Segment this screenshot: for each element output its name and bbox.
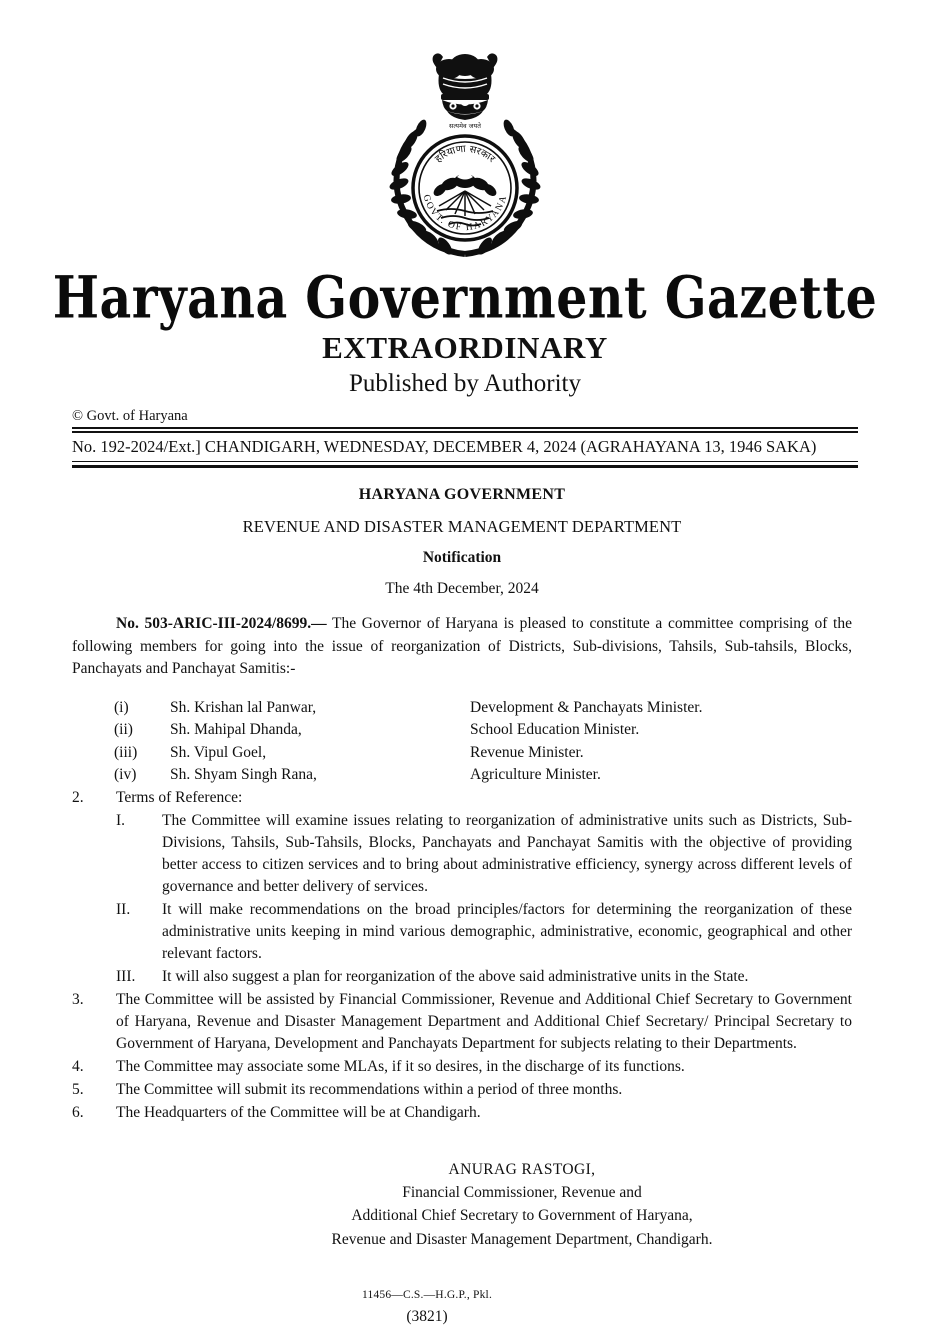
gazette-title: Haryana Government Gazette xyxy=(52,263,878,332)
member-number: (ii) xyxy=(114,721,133,739)
member-name: Sh. Shyam Singh Rana, xyxy=(170,766,317,783)
member-name: Sh. Krishan lal Panwar, xyxy=(170,698,317,716)
member-name: Sh. Vipul Goel, xyxy=(170,743,267,761)
clause-number: 2. xyxy=(72,788,84,806)
gazette-band xyxy=(72,407,858,468)
clause-number: 5. xyxy=(72,1080,84,1098)
table-row xyxy=(72,741,852,763)
member-role: Agriculture Minister. xyxy=(470,766,601,783)
signature-block xyxy=(72,1158,852,1251)
government-heading: HARYANA GOVERNMENT xyxy=(358,486,566,504)
table-row xyxy=(72,696,852,718)
notification-label: Notification xyxy=(422,549,502,567)
clause-4 xyxy=(72,1056,852,1078)
lead-text: The Governor of Haryana is pleased to constitute a committee comprising of the following members for going into the issue of reorganization of Districts, Sub-divisions, Tahsils, Sub-tahsils, Blocks, Panchayats and Panchayat Samitis:- xyxy=(72,615,852,678)
clause-number: 6. xyxy=(72,1103,84,1121)
clause-number: 4. xyxy=(72,1057,84,1075)
table-row xyxy=(72,719,852,741)
department-heading: REVENUE AND DISASTER MANAGEMENT DEPARTMENT xyxy=(242,517,682,537)
notification-number: No. 503-ARIC-III-2024/8699.— xyxy=(116,615,327,633)
page-footer xyxy=(72,1287,852,1327)
clause-text: The Committee will be assisted by Financial Commissioner, Revenue and Additional Chief Secretary to Government of Haryana, Revenue and Disaster Management Department and Additional Chief Secretary/ Principal Secretary to Government of Haryana, Development and Panchayats Department for subjects relating to their Departments. xyxy=(116,990,852,1052)
term-text: It will also suggest a plan for reorganization of the above said administrative units in the State. xyxy=(162,967,749,985)
emblem-container xyxy=(0,0,930,262)
member-role: School Education Minister. xyxy=(470,721,640,739)
clause-5 xyxy=(72,1079,852,1101)
term-text: It will make recommendations on the broad principles/factors for determining the reorganization of these administrative units keeping in mind various demographic, administrative, economic, geographical and other relevant factors. xyxy=(162,900,852,962)
member-number: (i) xyxy=(114,698,129,716)
copyright-notice: © Govt. of Haryana xyxy=(72,408,188,425)
clause-6 xyxy=(72,1102,852,1124)
term-of-reference-I xyxy=(72,810,852,898)
lead-paragraph xyxy=(72,613,852,680)
member-number: (iii) xyxy=(114,743,138,761)
term-of-reference-III xyxy=(72,966,852,988)
signatory-title-line-1: Financial Commissioner, Revenue and xyxy=(402,1184,642,1202)
clause-2 xyxy=(72,787,852,809)
clause-number: 3. xyxy=(72,990,84,1008)
press-imprint: 11456—C.S.—H.G.P., Pkl. xyxy=(361,1288,493,1301)
notification-date: The 4th December, 2024 xyxy=(385,580,539,598)
signatory-title-line-2: Additional Chief Secretary to Government of Haryana, xyxy=(351,1207,693,1225)
signatory-title-line-3: Revenue and Disaster Management Department, Chandigarh. xyxy=(331,1230,713,1248)
gazette-subtitle: EXTRAORDINARY xyxy=(322,330,608,366)
clause-3 xyxy=(72,989,852,1055)
term-number: I. xyxy=(116,811,126,829)
clause-text: The Committee may associate some MLAs, if it so desires, in the discharge of its functions. xyxy=(116,1057,685,1075)
clause-text: The Committee will submit its recommendations within a period of three months. xyxy=(116,1080,623,1098)
emblem-motto-text: सत्यमेव जयते xyxy=(449,122,481,130)
clause-text: The Headquarters of the Committee will be at Chandigarh. xyxy=(116,1103,481,1121)
seal-english-text: GOVT. OF HARYANA xyxy=(420,193,510,234)
committee-members-table xyxy=(72,696,852,786)
rule-bottom-thick xyxy=(72,465,858,469)
seal-hindi-text: हरियाणा सरकार xyxy=(433,143,497,166)
lotus-sun-rays-icon xyxy=(431,173,498,226)
committee-members-body xyxy=(72,696,852,786)
haryana-government-emblem-icon xyxy=(379,48,551,262)
clause-text: Terms of Reference: xyxy=(116,788,243,806)
term-text: The Committee will examine issues relating to reorganization of administrative units such as Districts, Sub-Divisions, Tahsils, Sub-Tahsils, Blocks, Panchayats and Panchayat Samitis with the objective of providing better access to citizen services and to bring about administrative efficiency, synergy across different levels of governance and better delivery of services. xyxy=(162,811,852,895)
term-number: III. xyxy=(116,967,136,985)
table-row xyxy=(72,764,852,786)
gazette-tagline: Published by Authority xyxy=(349,369,581,397)
gazette-issue-line: No. 192-2024/Ext.] CHANDIGARH, WEDNESDAY, DECEMBER 4, 2024 (AGRAHAYANA 13, 1946 SAKA) xyxy=(72,436,817,456)
member-name: Sh. Mahipal Dhanda, xyxy=(170,721,302,739)
page-number: (3821) xyxy=(406,1307,448,1325)
term-of-reference-II xyxy=(72,899,852,965)
member-role: Revenue Minister. xyxy=(470,743,584,761)
signatory-name: ANURAG RASTOGI, xyxy=(448,1160,596,1178)
member-number: (iv) xyxy=(114,766,137,783)
term-number: II. xyxy=(116,900,131,918)
document-body xyxy=(72,484,852,1327)
masthead xyxy=(0,263,930,398)
member-role: Development & Panchayats Minister. xyxy=(470,698,703,716)
